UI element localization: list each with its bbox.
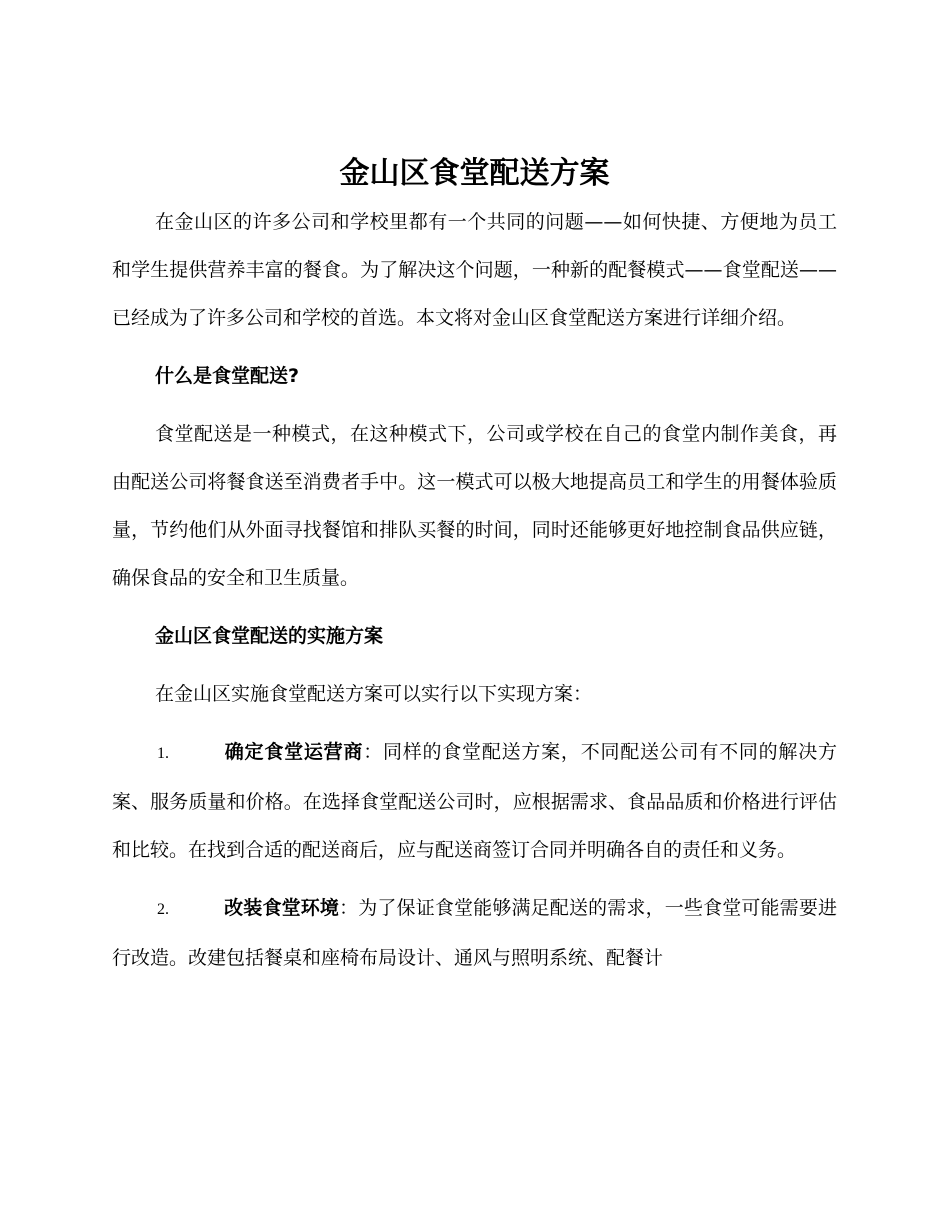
document-content — [112, 150, 837, 982]
implementation-lead: 在金山区实施食堂配送方案可以实行以下实现方案： — [155, 683, 593, 705]
list-item-term: 改装食堂环境 — [224, 897, 340, 919]
spacer — [112, 400, 837, 410]
spacer — [112, 342, 837, 352]
section-heading-what-is: 什么是食堂配送? — [155, 365, 300, 387]
list-item-number: 2. — [157, 901, 169, 918]
spacer — [112, 602, 837, 612]
list-item — [112, 728, 837, 874]
spacer — [112, 874, 837, 884]
list-item-term: 确定食堂运营商 — [224, 741, 364, 763]
section-heading-implementation: 金山区食堂配送的实施方案 — [155, 625, 384, 647]
spacer — [112, 718, 837, 728]
list-item-text: ：同样的食堂配送方案，不同配送公司有不同的解决方案、服务质量和价格。在选择食堂配送公司时，应根据需求、食品品质和价格进行评估和比较。在找到合适的配送商后，应与配送商签订合同并明确各自的责任和义务。 — [112, 741, 837, 861]
list-item-number: 1. — [157, 745, 169, 762]
intro-paragraph: 在金山区的许多公司和学校里都有一个共同的问题——如何快捷、方便地为员工和学生提供营养丰富的餐食。为了解决这个问题，一种新的配餐模式——食堂配送——已经成为了许多公司和学校的首选。本文将对金山区食堂配送方案进行详细介绍。 — [112, 211, 837, 329]
document-title: 金山区食堂配送方案 — [339, 156, 610, 191]
section-paragraph-what-is: 食堂配送是一种模式，在这种模式下，公司或学校在自己的食堂内制作美食，再由配送公司将餐食送至消费者手中。这一模式可以极大地提高员工和学生的用餐体验质量，节约他们从外面寻找餐馆和排队买餐的时间，同时还能够更好地控制食品供应链，确保食品的安全和卫生质量。 — [112, 423, 837, 589]
list-item-text: ：为了保证食堂能够满足配送的需求，一些食堂可能需要进行改造。改建包括餐桌和座椅布局设计、通风与照明系统、配餐计 — [112, 897, 837, 969]
spacer — [112, 660, 837, 670]
list-item — [112, 884, 837, 982]
